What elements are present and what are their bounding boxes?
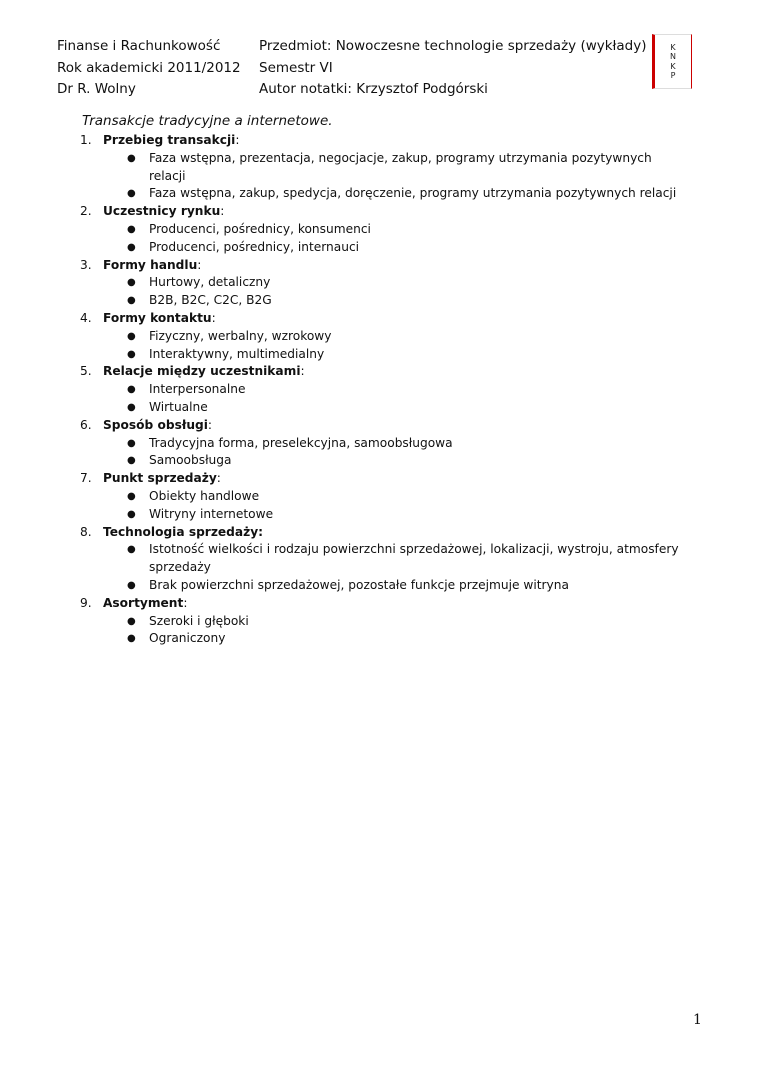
subtopic-item	[103, 346, 680, 364]
subtopic-text: Hurtowy, detaliczny	[149, 275, 271, 290]
subtopic-item	[103, 239, 680, 257]
subtopic-list	[103, 221, 680, 257]
topic-number: 9.	[80, 595, 92, 610]
subtopic-text: Faza wstępna, prezentacja, negocjacje, zakup, programy utrzymania pozytywnych relacji	[149, 150, 652, 183]
subtopic-text: Samoobsługa	[149, 453, 232, 468]
topic-label: Przebieg transakcji	[103, 133, 236, 147]
subtopic-text: Interaktywny, multimedialny	[149, 346, 325, 361]
subtopic-list	[103, 488, 680, 524]
topic-suffix: :	[211, 310, 216, 325]
bullet-icon: ●	[127, 401, 136, 413]
subtopic-item	[103, 506, 680, 524]
subtopic-text: B2B, B2C, C2C, B2G	[149, 293, 272, 308]
header-lecturer: Dr R. Wolny	[57, 81, 136, 97]
subtopic-item	[103, 150, 680, 186]
subtopic-text: Obiekty handlowe	[149, 488, 260, 503]
topic-suffix: :	[220, 204, 225, 219]
subtopic-item	[103, 381, 680, 399]
subtopic-text: Istotność wielkości i rodzaju powierzchni sprzedażowej, lokalizacji, wystroju, atmosfery sprzedaży	[149, 542, 679, 575]
topic-item	[80, 257, 680, 310]
subtopic-text: Szeroki i głęboki	[149, 613, 249, 628]
bullet-icon: ●	[127, 277, 136, 289]
subtopic-item	[103, 541, 680, 577]
subtopic-item	[103, 328, 680, 346]
subtopic-text: Brak powierzchni sprzedażowej, pozostałe funkcje przejmuje witryna	[149, 577, 569, 592]
subtopic-item	[103, 221, 680, 239]
subtopic-item	[103, 452, 680, 470]
section-title: Transakcje tradycyjne a internetowe.	[82, 113, 333, 129]
subtopic-item	[103, 488, 680, 506]
topic-number: 4.	[80, 310, 92, 325]
header-author: Autor notatki: Krzysztof Podgórski	[259, 81, 488, 97]
topic-suffix: :	[235, 133, 240, 147]
subtopic-list	[103, 328, 680, 364]
bullet-icon: ●	[127, 633, 136, 645]
logo-letter: P	[670, 71, 676, 80]
topic-list	[80, 132, 680, 648]
topic-number: 5.	[80, 364, 92, 379]
topic-label: Technologia sprzedaży:	[103, 524, 264, 539]
header-subject: Przedmiot: Nowoczesne technologie sprzedaży (wykłady)	[259, 38, 647, 54]
subtopic-text: Interpersonalne	[149, 382, 246, 397]
subtopic-item	[103, 185, 680, 203]
topic-suffix: :	[216, 471, 221, 486]
subtopic-item	[103, 292, 680, 310]
topic-label: Sposób obsługi	[103, 417, 208, 432]
topic-label: Relacje między uczestnikami	[103, 364, 301, 379]
topic-item	[80, 310, 680, 363]
bullet-icon: ●	[127, 295, 136, 307]
subtopic-text: Ograniczony	[149, 631, 226, 646]
topic-label: Uczestnicy rynku	[103, 204, 221, 219]
subtopic-item	[103, 435, 680, 453]
subtopic-list	[103, 613, 680, 649]
topic-item	[80, 524, 680, 595]
logo-letter: K	[670, 42, 676, 52]
bullet-icon: ●	[127, 188, 136, 200]
subtopic-item	[103, 399, 680, 417]
bullet-icon: ●	[127, 455, 136, 467]
subtopic-item	[103, 630, 680, 648]
subtopic-text: Producenci, pośrednicy, internauci	[149, 239, 360, 254]
topic-number: 3.	[80, 257, 92, 272]
bullet-icon: ●	[127, 579, 136, 591]
knkp-logo	[652, 34, 692, 89]
subtopic-text: Faza wstępna, zakup, spedycja, doręczenie, programy utrzymania pozytywnych relacji	[149, 186, 677, 201]
bullet-icon: ●	[127, 508, 136, 520]
subtopic-list	[103, 274, 680, 310]
topic-item	[80, 363, 680, 416]
subtopic-list	[103, 381, 680, 417]
topic-suffix: :	[183, 595, 188, 610]
subtopic-list	[103, 435, 680, 471]
subtopic-list	[103, 541, 680, 594]
header-semester: Semestr VI	[259, 59, 333, 76]
header-field-of-study: Finanse i Rachunkowość	[57, 38, 221, 54]
topic-label: Formy kontaktu	[103, 310, 212, 325]
subtopic-list	[103, 150, 680, 203]
topic-number: 1.	[80, 133, 92, 147]
topic-suffix: :	[207, 417, 213, 432]
topic-item	[80, 470, 680, 523]
page-number: 1	[693, 1012, 702, 1028]
topic-suffix: :	[197, 257, 202, 272]
subtopic-item	[103, 613, 680, 631]
subtopic-text: Tradycyjna forma, preselekcyjna, samoobsługowa	[149, 435, 453, 450]
topic-suffix: :	[300, 364, 305, 379]
topic-item	[80, 132, 680, 203]
bullet-icon: ●	[127, 330, 136, 342]
topic-label: Asortyment	[103, 595, 184, 610]
topic-number: 8.	[80, 524, 92, 539]
subtopic-text: Fizyczny, werbalny, wzrokowy	[149, 328, 332, 343]
subtopic-item	[103, 577, 680, 595]
header-middle	[259, 36, 647, 101]
bullet-icon: ●	[127, 348, 136, 360]
bullet-icon: ●	[127, 384, 136, 396]
topic-item	[80, 595, 680, 648]
header-left	[57, 36, 241, 101]
topic-label: Punkt sprzedaży	[103, 471, 217, 486]
topic-number: 2.	[80, 204, 92, 219]
logo-letter: N	[670, 52, 676, 61]
bullet-icon: ●	[127, 152, 136, 164]
subtopic-text: Witryny internetowe	[149, 506, 274, 521]
header-academic-year: Rok akademicki 2011/2012	[57, 59, 241, 76]
subtopic-text: Wirtualne	[149, 399, 208, 414]
bullet-icon: ●	[127, 223, 136, 235]
bullet-icon: ●	[127, 241, 136, 253]
topic-number: 7.	[80, 471, 92, 486]
subtopic-item	[103, 274, 680, 292]
topic-item	[80, 417, 680, 470]
topic-item	[80, 203, 680, 256]
topic-label: Formy handlu	[103, 257, 198, 272]
bullet-icon: ●	[127, 544, 136, 556]
subtopic-text: Producenci, pośrednicy, konsumenci	[149, 221, 371, 236]
topic-number: 6.	[80, 417, 92, 432]
bullet-icon: ●	[127, 490, 136, 502]
bullet-icon: ●	[127, 615, 136, 627]
bullet-icon: ●	[127, 437, 136, 449]
logo-letter: K	[670, 61, 676, 71]
